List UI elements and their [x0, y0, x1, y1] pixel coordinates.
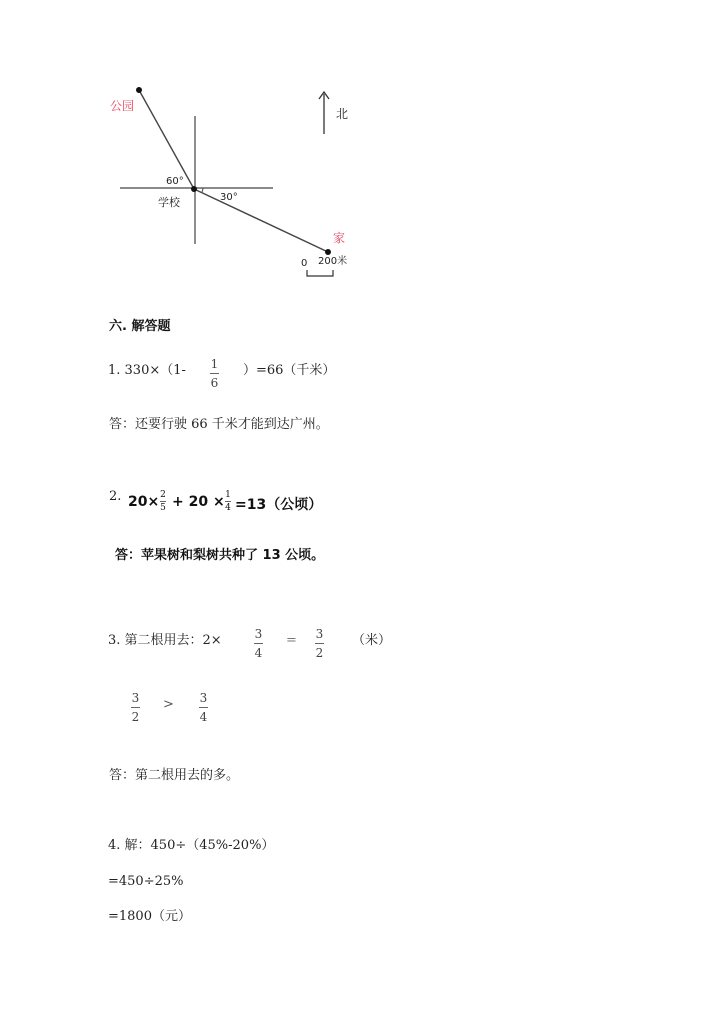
fraction-bar: [160, 501, 166, 502]
q1-answer: 答：还要行驶 66 千米才能到达广州。: [109, 417, 329, 432]
q1-expression-end: ）=66（千米）: [243, 363, 336, 378]
direction-diagram: [0, 0, 720, 290]
fraction-denominator: 2: [131, 710, 140, 724]
fraction-numerator: 1: [225, 490, 231, 500]
fraction-numerator: 2: [160, 490, 166, 500]
fraction-numerator: 3: [199, 691, 208, 705]
fraction-denominator: 2: [315, 646, 324, 660]
q3-compare-right: [199, 691, 208, 724]
fraction-denominator: 5: [160, 503, 166, 513]
q2-term-b: + 20 ×: [172, 494, 225, 510]
park-point: [136, 87, 142, 93]
section-heading: 六. 解答题: [109, 319, 171, 334]
q3-fraction-1: [254, 627, 263, 660]
q2-number: 2.: [109, 489, 122, 504]
q3-compare-sign: >: [163, 697, 174, 712]
q2-fraction-2: [225, 490, 231, 513]
school-label: 学校: [158, 196, 180, 209]
route-school-to-home: [194, 189, 328, 252]
north-label: 北: [336, 107, 349, 121]
fraction-bar: [131, 707, 140, 708]
park-label: 公园: [110, 99, 135, 113]
q3-fraction-2: [315, 627, 324, 660]
fraction-numerator: 3: [315, 627, 324, 641]
q2-answer: 答：苹果树和梨树共种了 13 公顷。: [115, 548, 325, 563]
q4-line-1: 4. 解：450÷（45%-20%）: [108, 838, 275, 853]
scale-value-label: 200米: [318, 256, 348, 267]
fraction-denominator: 4: [254, 646, 263, 660]
fraction-bar: [254, 643, 263, 644]
angle-arc-home: [202, 188, 203, 192]
q1-fraction: [210, 357, 219, 390]
fraction-bar: [315, 643, 324, 644]
home-point: [325, 249, 331, 255]
fraction-denominator: 4: [225, 503, 231, 513]
q2-fraction-1: [160, 490, 166, 513]
q1-expression-start: 1. 330×（1-: [108, 363, 186, 378]
fraction-numerator: 3: [254, 627, 263, 641]
q4-line-2: =450÷25%: [108, 874, 184, 889]
fraction-denominator: 6: [210, 376, 219, 390]
q3-equals: =: [286, 633, 297, 648]
q2-term-a: 20×: [128, 494, 160, 510]
fraction-bar: [199, 707, 208, 708]
fraction-numerator: 3: [131, 691, 140, 705]
q2-term-c: =13（公顷）: [235, 497, 323, 513]
school-point: [191, 186, 197, 192]
route-school-to-park: [139, 90, 194, 189]
q3-expression-start: 3. 第二根用去：2×: [108, 633, 222, 648]
q3-compare-left: [131, 691, 140, 724]
fraction-denominator: 4: [199, 710, 208, 724]
scale-zero-label: 0: [301, 258, 308, 269]
home-label: 家: [333, 231, 346, 245]
fraction-numerator: 1: [210, 357, 219, 371]
angle-park-label: 60°: [166, 176, 184, 187]
q3-unit: （米）: [352, 633, 392, 648]
angle-home-label: 30°: [220, 192, 238, 203]
fraction-bar: [210, 373, 219, 374]
scale-bar: [307, 270, 333, 276]
q4-line-3: =1800（元）: [108, 909, 191, 924]
q3-answer: 答：第二根用去的多。: [109, 768, 240, 783]
fraction-bar: [225, 501, 231, 502]
